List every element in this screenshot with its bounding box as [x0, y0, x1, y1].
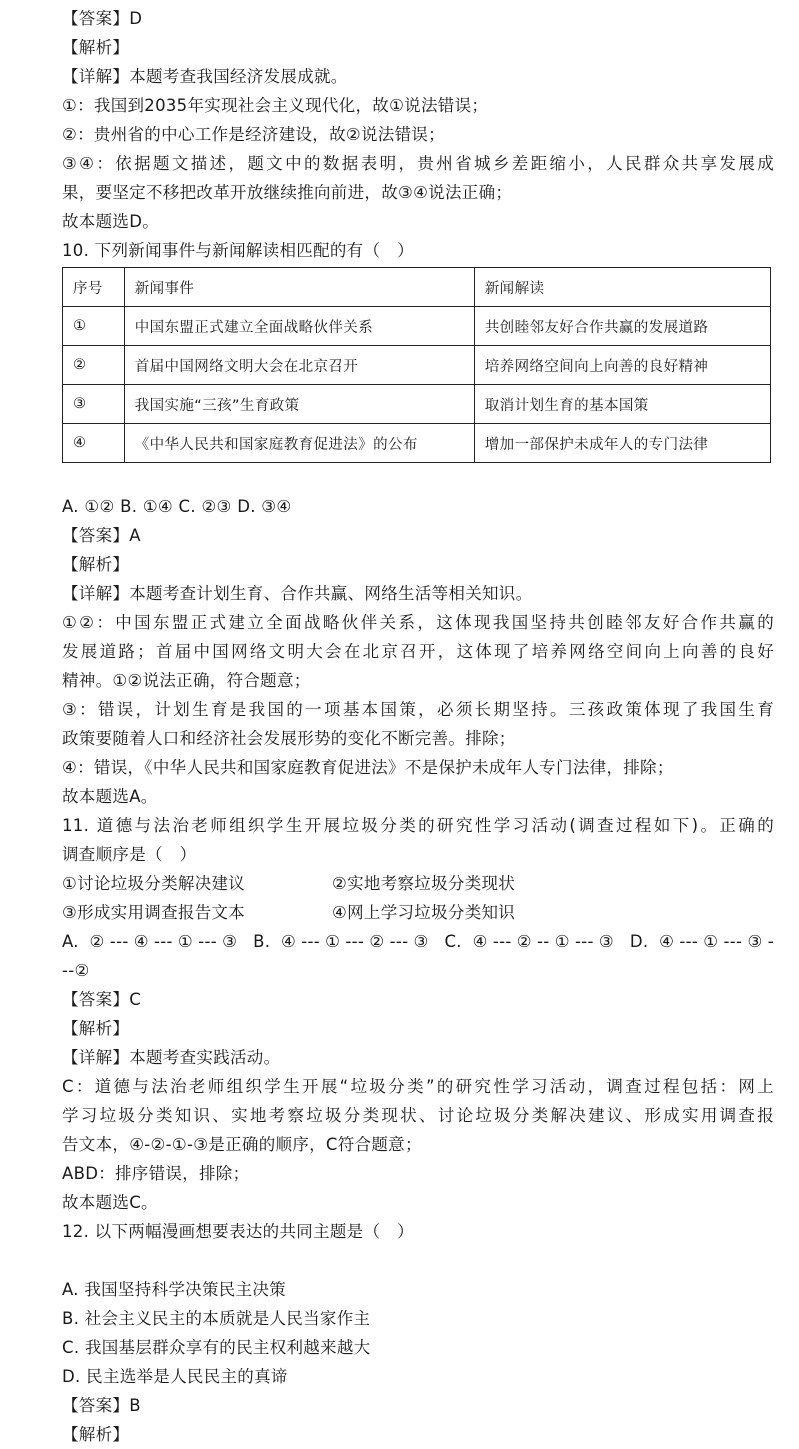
q11-answer: 【答案】C [62, 990, 142, 1009]
q12-option: C. 我国基层群众享有的民主权利越来越大 [62, 1338, 371, 1357]
q11-line: C：道德与法治老师组织学生开展“垃圾分类”的研究性学习活动，调查过程包括：网上 [62, 1077, 774, 1096]
q9-answer: 【答案】D [62, 9, 143, 28]
q12-option: B. 社会主义民主的本质就是人民当家作主 [62, 1309, 371, 1328]
table-header: 新闻解读 [474, 268, 770, 307]
table-cell: 共创睦邻友好合作共赢的发展道路 [474, 307, 770, 346]
q12-stem: 12. 以下两幅漫画想要表达的共同主题是（ ） [62, 1222, 414, 1241]
q9-line: ①：我国到2035年实现社会主义现代化，故①说法错误； [62, 96, 489, 115]
q10-detail: 【详解】本题考查计划生育、合作共赢、网络生活等相关知识。 [62, 584, 533, 603]
q10-line: ④：错误，《中华人民共和国家庭教育促进法》不是保护未成年人专门法律，排除； [62, 758, 674, 777]
table-cell: ③ [63, 385, 125, 424]
q11-item-row [62, 869, 774, 898]
q11-line: 故本题选C。 [62, 1193, 158, 1212]
q11-line: ABD：排序错误，排除； [62, 1164, 250, 1183]
q11-line: 学习垃圾分类知识、实地考察垃圾分类现状、讨论垃圾分类解决建议、形成实用调查报 [62, 1106, 774, 1125]
table-cell: 增加一部保护未成年人的专门法律 [474, 424, 770, 463]
q9-line: 果，要坚定不移把改革开放继续推向前进，故③④说法正确； [62, 183, 513, 202]
q11-stem: 11. 道德与法治老师组织学生开展垃圾分类的研究性学习活动(调查过程如下)。正确的 [62, 816, 774, 835]
q11-item: ④网上学习垃圾分类知识 [332, 903, 516, 922]
q12-answer: 【答案】B [62, 1396, 141, 1415]
q10-answer: 【答案】A [62, 526, 141, 545]
q10-line: 故本题选A。 [62, 787, 158, 806]
q11-item-row [62, 898, 774, 927]
q11-item: ③形成实用调查报告文本 [62, 903, 246, 922]
q11-item: ②实地考察垃圾分类现状 [332, 874, 516, 893]
q11-options: --② [62, 961, 90, 980]
q11-item: ①讨论垃圾分类解决建议 [62, 874, 246, 893]
table-header: 新闻事件 [124, 268, 474, 307]
q9-detail: 【详解】本题考查我国经济发展成就。 [62, 67, 348, 86]
q11-options: A. ②---④---①---③ B. ④---①---②---③ C. ④---②--①---③ D. ④---①---③- [62, 932, 774, 951]
q9-analysis: 【解析】 [62, 38, 130, 57]
q11-stem: 调查顺序是（ ） [62, 845, 197, 864]
q10-analysis: 【解析】 [62, 555, 130, 574]
q9-line: 故本题选D。 [62, 212, 160, 231]
q10-line: 发展道路；首届中国网络文明大会在北京召开，这体现了培养网络空间向上向善的良好 [62, 642, 774, 661]
table-cell: 中国东盟正式建立全面战略伙伴关系 [124, 307, 474, 346]
q12-option: D. 民主选举是人民民主的真谛 [62, 1367, 288, 1386]
table-row [63, 385, 771, 424]
table-row [63, 307, 771, 346]
table-cell: 取消计划生育的基本国策 [474, 385, 770, 424]
q11-analysis: 【解析】 [62, 1019, 130, 1038]
document [62, 4, 774, 1444]
q9-line: ③④：依据题文描述，题文中的数据表明，贵州省城乡差距缩小，人民群众共享发展成 [62, 154, 774, 173]
table-header: 序号 [63, 268, 125, 307]
comic-placeholder [62, 1246, 774, 1275]
table-row [63, 424, 771, 463]
q10-stem: 10. 下列新闻事件与新闻解读相匹配的有（ ） [62, 241, 414, 260]
q11-detail: 【详解】本题考查实践活动。 [62, 1048, 281, 1067]
table-cell: 《中华人民共和国家庭教育促进法》的公布 [124, 424, 474, 463]
q9-line: ②：贵州省的中心工作是经济建设，故②说法错误； [62, 125, 445, 144]
q11-line: 告文本，④-②-①-③是正确的顺序，C符合题意； [62, 1135, 422, 1154]
q10-line: 精神。①②说法正确，符合题意； [62, 671, 311, 690]
q10-line: 政策要随着人口和经济社会发展形势的变化不断完善。排除； [62, 729, 516, 748]
table-header-row [63, 268, 771, 307]
table-cell: 培养网络空间向上向善的良好精神 [474, 346, 770, 385]
table-cell: ① [63, 307, 125, 346]
table-cell: ④ [63, 424, 125, 463]
q12-option: A. 我国坚持科学决策民主决策 [62, 1280, 286, 1299]
table-cell: ② [63, 346, 125, 385]
q12-analysis: 【解析】 [62, 1425, 130, 1444]
table-cell: 我国实施“三孩”生育政策 [124, 385, 474, 424]
table-cell: 首届中国网络文明大会在北京召开 [124, 346, 474, 385]
news-table [62, 267, 771, 463]
table-row [63, 346, 771, 385]
q10-line: ③：错误，计划生育是我国的一项基本国策，必须长期坚持。三孩政策体现了我国生育 [62, 700, 774, 719]
q10-line: ①②：中国东盟正式建立全面战略伙伴关系，这体现我国坚持共创睦邻友好合作共赢的 [62, 613, 774, 632]
q10-options: A. ①② B. ①④ C. ②③ D. ③④ [62, 497, 292, 516]
